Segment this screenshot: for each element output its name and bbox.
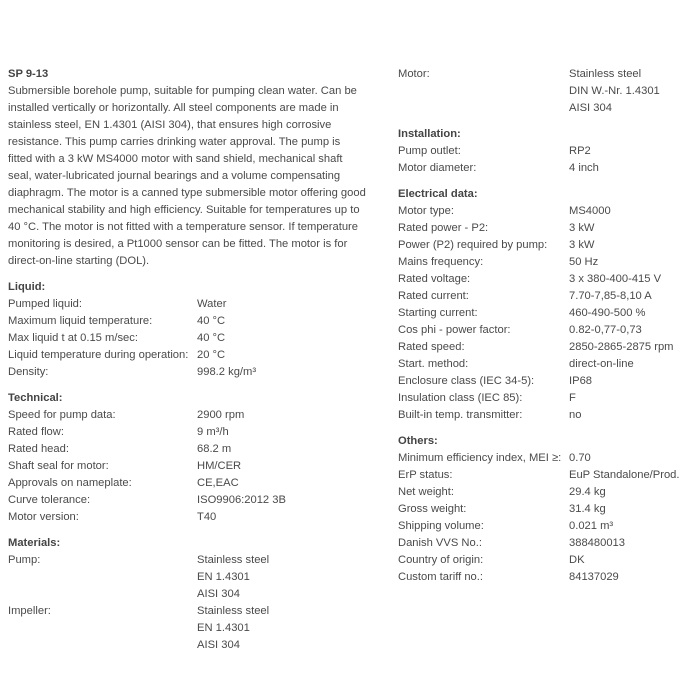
spec-label: Motor type: xyxy=(398,205,454,217)
spec-value-line: AISI 304 xyxy=(197,639,240,651)
spec-value-line: DK xyxy=(569,554,585,566)
spec-row-max-liquid-t-at-0-15-m-sec xyxy=(8,330,370,347)
spec-value-line: 388480013 xyxy=(569,537,625,549)
product-title: SP 9-13 xyxy=(8,68,49,80)
spec-value-line: ISO9906:2012 3B xyxy=(197,494,286,506)
spec-label: Enclosure class (IEC 34-5): xyxy=(398,375,535,387)
spec-label: Custom tariff no.: xyxy=(398,571,483,583)
spec-label: Motor version: xyxy=(8,511,79,523)
spec-label: Max liquid t at 0.15 m/sec: xyxy=(8,332,138,344)
spec-section-technical xyxy=(8,390,370,526)
spec-value xyxy=(197,330,370,347)
spec-label: Rated power - P2: xyxy=(398,222,489,234)
spec-row-gross-weight xyxy=(398,501,698,518)
spec-row-rated-power-p2 xyxy=(398,220,698,237)
spec-value xyxy=(569,254,698,271)
spec-value-line: HM/CER xyxy=(197,460,242,472)
spec-value xyxy=(569,501,698,518)
spec-label: Pump: xyxy=(8,554,41,566)
spec-row-rated-head xyxy=(8,441,370,458)
spec-value xyxy=(569,407,698,424)
spec-row-motor-diameter xyxy=(398,160,698,177)
spec-value-line: T40 xyxy=(197,511,217,523)
spec-row-shipping-volume xyxy=(398,518,698,535)
spec-value xyxy=(569,373,698,390)
spec-label: Rated flow: xyxy=(8,426,64,438)
section-title: Others: xyxy=(398,435,438,447)
spec-value-line: 3 kW xyxy=(569,222,595,234)
spec-value xyxy=(569,203,698,220)
spec-section-materials xyxy=(8,535,370,654)
spec-label: Shaft seal for motor: xyxy=(8,460,109,472)
spec-value xyxy=(569,339,698,356)
section-title: Technical: xyxy=(8,392,63,404)
spec-value-line: 84137029 xyxy=(569,571,619,583)
spec-value xyxy=(197,313,370,330)
right-column xyxy=(398,66,698,586)
spec-value-line: 3 x 380-400-415 V xyxy=(569,273,662,285)
spec-row-rated-flow xyxy=(8,424,370,441)
spec-label: Rated head: xyxy=(8,443,69,455)
spec-row-density xyxy=(8,364,370,381)
spec-label: Mains frequency: xyxy=(398,256,484,268)
spec-label: Speed for pump data: xyxy=(8,409,116,421)
spec-value-line: IP68 xyxy=(569,375,593,387)
spec-row-mains-frequency xyxy=(398,254,698,271)
spec-value-line: 29.4 kg xyxy=(569,486,606,498)
spec-label: Pumped liquid: xyxy=(8,298,83,310)
spec-label: Insulation class (IEC 85): xyxy=(398,392,523,404)
spec-value-line: 0.021 m³ xyxy=(569,520,614,532)
spec-section-general xyxy=(398,66,698,117)
spec-value-line: 40 °C xyxy=(197,315,226,327)
spec-value-line: 7.70-7,85-8,10 A xyxy=(569,290,652,302)
spec-row-start-method xyxy=(398,356,698,373)
spec-row-pump-outlet xyxy=(398,143,698,160)
spec-label: Net weight: xyxy=(398,486,454,498)
spec-row-maximum-liquid-temperature xyxy=(8,313,370,330)
spec-label: Impeller: xyxy=(8,605,51,617)
spec-section-electrical-data xyxy=(398,186,698,424)
spec-value-line: AISI 304 xyxy=(197,588,240,600)
spec-row-curve-tolerance xyxy=(8,492,370,509)
spec-label: Starting current: xyxy=(398,307,478,319)
spec-value-line: Stainless steel xyxy=(197,605,270,617)
spec-row-custom-tariff-no xyxy=(398,569,698,586)
spec-row-built-in-temp-transmitter xyxy=(398,407,698,424)
spec-value xyxy=(569,271,698,288)
spec-label: Power (P2) required by pump: xyxy=(398,239,548,251)
spec-row-motor-version xyxy=(8,509,370,526)
spec-value-line: 31.4 kg xyxy=(569,503,606,515)
spec-section-installation xyxy=(398,126,698,177)
spec-row-danish-vvs-no xyxy=(398,535,698,552)
spec-row-pump xyxy=(8,552,370,603)
spec-value xyxy=(569,220,698,237)
spec-value-line: AISI 304 xyxy=(569,102,612,114)
spec-value xyxy=(197,441,370,458)
spec-value xyxy=(197,347,370,364)
spec-value xyxy=(569,535,698,552)
spec-value xyxy=(569,518,698,535)
spec-value xyxy=(197,475,370,492)
spec-row-motor-type xyxy=(398,203,698,220)
spec-label: Pump outlet: xyxy=(398,145,461,157)
spec-value xyxy=(569,552,698,569)
spec-label: Approvals on nameplate: xyxy=(8,477,132,489)
spec-label: Curve tolerance: xyxy=(8,494,91,506)
spec-row-liquid-temperature-during-operation xyxy=(8,347,370,364)
spec-value-line: 0.70 xyxy=(569,452,591,464)
spec-label: ErP status: xyxy=(398,469,453,481)
spec-row-minimum-efficiency-index-mei xyxy=(398,450,698,467)
spec-value xyxy=(569,160,698,177)
spec-row-approvals-on-nameplate xyxy=(8,475,370,492)
spec-value-line: 4 inch xyxy=(569,162,599,174)
spec-value-line: 2850-2865-2875 rpm xyxy=(569,341,674,353)
spec-value-line: 40 °C xyxy=(197,332,226,344)
spec-row-net-weight xyxy=(398,484,698,501)
spec-row-starting-current xyxy=(398,305,698,322)
spec-value xyxy=(197,458,370,475)
spec-value xyxy=(569,237,698,254)
spec-label: Country of origin: xyxy=(398,554,484,566)
spec-value xyxy=(569,143,698,160)
spec-value xyxy=(197,407,370,424)
spec-label: Cos phi - power factor: xyxy=(398,324,511,336)
spec-row-motor xyxy=(398,66,698,117)
spec-value-line: RP2 xyxy=(569,145,591,157)
spec-label: Rated voltage: xyxy=(398,273,471,285)
spec-row-cos-phi-power-factor xyxy=(398,322,698,339)
spec-row-speed-for-pump-data xyxy=(8,407,370,424)
left-spec-sections xyxy=(8,279,370,654)
spec-value-line: 998.2 kg/m³ xyxy=(197,366,257,378)
spec-value-line: EuP Standalone/Prod. xyxy=(569,469,680,481)
spec-value-line: 9 m³/h xyxy=(197,426,229,438)
spec-value xyxy=(569,569,698,586)
spec-row-rated-current xyxy=(398,288,698,305)
spec-value xyxy=(569,467,698,484)
spec-value-line: EN 1.4301 xyxy=(197,571,250,583)
section-title: Installation: xyxy=(398,128,461,140)
spec-value-line: CE,EAC xyxy=(197,477,239,489)
spec-value xyxy=(569,305,698,322)
spec-value xyxy=(569,66,698,117)
product-description: Submersible borehole pump, suitable for pumping clean water. Can be installed vertically or horizontally. All steel components are made in stainless steel, EN 1.4301 (AISI 304), that ensures high corrosive resistance. This pump carries drinking water approval. The pump is fitted with a 3 kW MS4000 motor with sand shield, mechanical shaft seal, water-lubricated journal bearings and a volume compensating diaphragm. The motor is a canned type submersible motor offering good mechanical stability and high efficiency. Suitable for temperatures up to 40 °C. The motor is not fitted with a temperature sensor. If temperature monitoring is desired, a Pt1000 sensor can be fitted. The motor is for direct-on-line starting (DOL). xyxy=(8,85,366,267)
spec-value-line: DIN W.-Nr. 1.4301 xyxy=(569,85,660,97)
spec-row-rated-speed xyxy=(398,339,698,356)
section-title: Liquid: xyxy=(8,281,46,293)
spec-value xyxy=(569,450,698,467)
spec-value xyxy=(197,603,370,654)
spec-row-shaft-seal-for-motor xyxy=(8,458,370,475)
left-column xyxy=(8,66,370,654)
spec-row-impeller xyxy=(8,603,370,654)
spec-value xyxy=(197,364,370,381)
spec-value-line: 2900 rpm xyxy=(197,409,245,421)
section-title: Materials: xyxy=(8,537,61,549)
spec-row-enclosure-class-iec-34-5 xyxy=(398,373,698,390)
spec-label: Motor diameter: xyxy=(398,162,477,174)
spec-label: Gross weight: xyxy=(398,503,467,515)
spec-label: Rated current: xyxy=(398,290,469,302)
spec-value-line: 460-490-500 % xyxy=(569,307,646,319)
spec-value-line: 20 °C xyxy=(197,349,226,361)
spec-row-power-p2-required-by-pump xyxy=(398,237,698,254)
spec-value xyxy=(197,509,370,526)
spec-label: Start. method: xyxy=(398,358,469,370)
spec-value-line: direct-on-line xyxy=(569,358,634,370)
spec-value-line: Water xyxy=(197,298,227,310)
spec-value-line: no xyxy=(569,409,582,421)
spec-row-rated-voltage xyxy=(398,271,698,288)
spec-value-line: Stainless steel xyxy=(197,554,270,566)
spec-section-liquid xyxy=(8,279,370,381)
spec-value-line: Stainless steel xyxy=(569,68,642,80)
spec-value xyxy=(569,288,698,305)
spec-label: Liquid temperature during operation: xyxy=(8,349,189,361)
spec-label: Built-in temp. transmitter: xyxy=(398,409,523,421)
spec-value-line: F xyxy=(569,392,576,404)
section-title: Electrical data: xyxy=(398,188,478,200)
spec-row-erp-status xyxy=(398,467,698,484)
spec-label: Danish VVS No.: xyxy=(398,537,482,549)
spec-value xyxy=(569,390,698,407)
spec-row-pumped-liquid xyxy=(8,296,370,313)
spec-value-line: 50 Hz xyxy=(569,256,599,268)
spec-row-insulation-class-iec-85 xyxy=(398,390,698,407)
spec-value-line: 3 kW xyxy=(569,239,595,251)
spec-value xyxy=(197,296,370,313)
spec-value xyxy=(197,552,370,603)
spec-value-line: EN 1.4301 xyxy=(197,622,250,634)
spec-label: Maximum liquid temperature: xyxy=(8,315,153,327)
spec-value xyxy=(569,484,698,501)
spec-label: Rated speed: xyxy=(398,341,465,353)
spec-value xyxy=(197,424,370,441)
spec-value xyxy=(197,492,370,509)
spec-value-line: 68.2 m xyxy=(197,443,232,455)
right-spec-sections xyxy=(398,66,698,586)
spec-value xyxy=(569,356,698,373)
spec-label: Motor: xyxy=(398,68,430,80)
spec-section-others xyxy=(398,433,698,586)
spec-label: Density: xyxy=(8,366,49,378)
spec-value xyxy=(569,322,698,339)
spec-label: Minimum efficiency index, MEI ≥: xyxy=(398,452,562,464)
spec-label: Shipping volume: xyxy=(398,520,484,532)
spec-value-line: MS4000 xyxy=(569,205,611,217)
spec-row-country-of-origin xyxy=(398,552,698,569)
spec-value-line: 0.82-0,77-0,73 xyxy=(569,324,642,336)
